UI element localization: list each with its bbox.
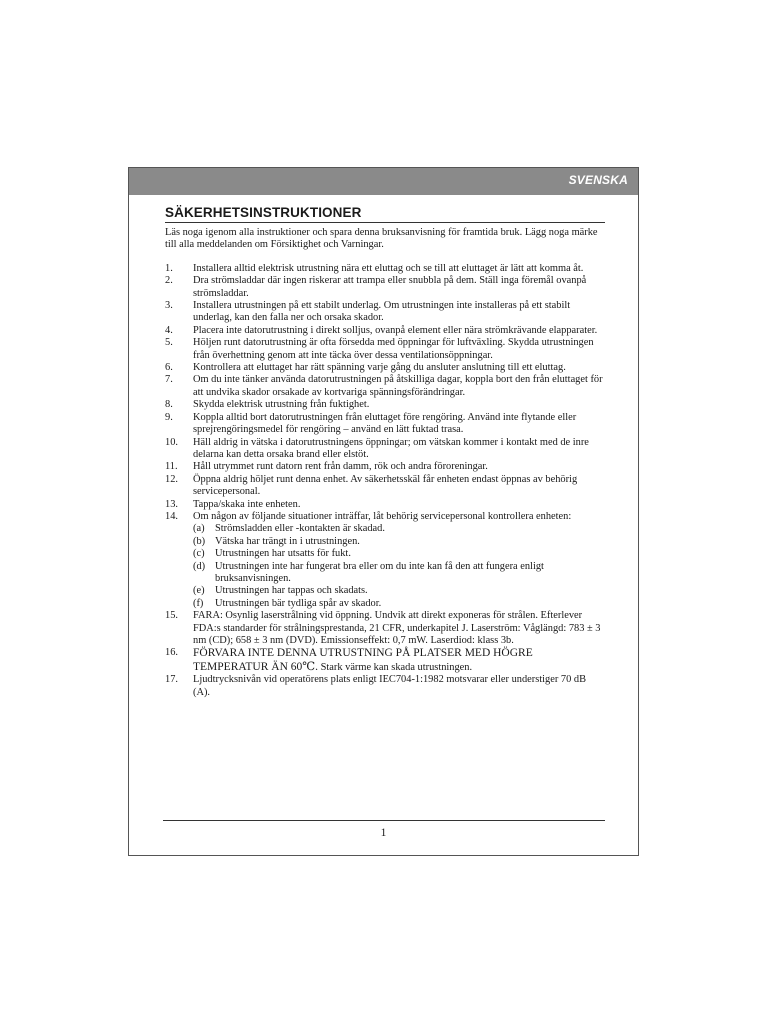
safety-instructions-list bbox=[165, 263, 605, 699]
language-label: SVENSKA bbox=[568, 173, 628, 187]
list-item bbox=[165, 362, 605, 374]
list-item bbox=[165, 511, 605, 610]
item-number: 7. bbox=[165, 374, 173, 386]
item-text: Höljen runt datorutrustning är ofta försedda med öppningar för luftväxling. Skydda utrustningen från överhettning genom att inte täcka över dessa ventilationsöppningar. bbox=[193, 337, 594, 361]
item-number: 15. bbox=[165, 610, 178, 622]
sub-list-item bbox=[193, 536, 605, 548]
item-number: 4. bbox=[165, 324, 173, 336]
sub-item-letter: (e) bbox=[193, 585, 205, 597]
item-number: 13. bbox=[165, 498, 178, 510]
list-item bbox=[165, 474, 605, 499]
item-text: Placera inte datorutrustning i direkt solljus, ovanpå element eller nära strömkrävande elapparater. bbox=[193, 324, 598, 336]
sub-list bbox=[193, 523, 605, 610]
sub-item-letter: (d) bbox=[193, 560, 206, 572]
item-text: Häll aldrig in vätska i datorutrustningens öppningar; om vätskan kommer i kontakt med de inre delarna kan detta orsaka brand eller elstöt. bbox=[193, 436, 589, 460]
sub-item-text: Vätska har trängt in i utrustningen. bbox=[215, 535, 360, 547]
list-item bbox=[165, 499, 605, 511]
sub-item-text: Utrustningen har utsatts för fukt. bbox=[215, 548, 351, 560]
sub-item-text: Utrustningen har tappas och skadats. bbox=[215, 585, 368, 597]
page-title: SÄKERHETSINSTRUKTIONER bbox=[165, 205, 605, 223]
list-item bbox=[165, 263, 605, 275]
item-text: Om du inte tänker använda datorutrustningen på åtskilliga dagar, koppla bort den från eluttaget för att undvika skador orsakade av kortvariga spänningsförändringar. bbox=[193, 374, 603, 398]
sub-list-item bbox=[193, 561, 605, 586]
sub-list-item bbox=[193, 523, 605, 535]
item-number: 8. bbox=[165, 399, 173, 411]
document-page bbox=[128, 167, 639, 856]
item-text bbox=[193, 647, 605, 674]
language-header-bar bbox=[129, 168, 638, 195]
item-number: 17. bbox=[165, 674, 178, 686]
item-text bbox=[193, 511, 605, 610]
item-text: Håll utrymmet runt datorn rent från damm, rök och andra föroreningar. bbox=[193, 461, 488, 473]
item-text: Dra strömsladdar där ingen riskerar att trampa eller snubbla på dem. Ställ inga föremål ovanpå strömsladdar. bbox=[193, 275, 587, 299]
list-item bbox=[165, 300, 605, 325]
list-item bbox=[165, 275, 605, 300]
item-number: 11. bbox=[165, 461, 178, 473]
item-number: 12. bbox=[165, 473, 178, 485]
sub-list-item bbox=[193, 585, 605, 597]
item-text: Koppla alltid bort datorutrustningen från eluttaget före rengöring. Använd inte flytande eller sprejrengöringsmedel för rengöring – använd en lätt fuktad trasa. bbox=[193, 411, 577, 436]
item-text: Installera alltid elektrisk utrustning nära ett eluttag och se till att eluttaget är lätt att komma åt. bbox=[193, 262, 584, 274]
intro-paragraph: Läs noga igenom alla instruktioner och spara denna bruksanvisning för framtida bruk. Lägg noga märke till alla meddelanden om Försiktighet och Varningar. bbox=[165, 227, 598, 251]
sub-item-text: Utrustningen inte har fungerat bra eller om du inte kan få den att fungera enligt bruksanvisningen. bbox=[215, 560, 544, 584]
item-text-caps: FÖRVARA INTE DENNA UTRUSTNING PÅ PLATSER MED HÖGRE TEMPERATUR ÄN 60℃. bbox=[193, 647, 533, 673]
list-item bbox=[165, 437, 605, 462]
item-number: 6. bbox=[165, 362, 173, 374]
page-number: 1 bbox=[380, 827, 387, 839]
list-item bbox=[165, 399, 605, 411]
list-item bbox=[165, 610, 605, 647]
item-text-rest: Stark värme kan skada utrustningen. bbox=[318, 661, 473, 673]
item-number: 1. bbox=[165, 262, 173, 274]
page-content bbox=[165, 205, 605, 699]
item-number: 3. bbox=[165, 300, 173, 312]
item-text: FARA: Osynlig laserstrålning vid öppning. Undvik att direkt exponeras för strålen. Efterlever FDA:s standarder för strålningsprestanda, 21 CFR, underkapitel J. Laserström: Våglängd: 783 ± 3 nm (CD); 658 ± 3 nm (DVD). Emissionseffekt: 0,7 mW. Laserdiod: klass 3b. bbox=[193, 610, 601, 646]
sub-item-letter: (a) bbox=[193, 523, 205, 535]
item-number: 9. bbox=[165, 411, 173, 423]
sub-item-letter: (c) bbox=[193, 548, 205, 560]
list-item bbox=[165, 337, 605, 362]
item-text: Öppna aldrig höljet runt denna enhet. Av säkerhetsskäl får enheten endast öppnas av behörig servicepersonal. bbox=[193, 473, 578, 498]
item-number: 10. bbox=[165, 436, 178, 448]
item-text: Installera utrustningen på ett stabilt underlag. Om utrustningen inte installeras på ett stabilt underlag, kan den falla ner och orsaka skador. bbox=[193, 300, 571, 324]
sub-list-item bbox=[193, 598, 605, 610]
item-text: Ljudtrycksnivån vid operatörens plats enligt IEC704-1:1982 motsvarar eller understiger 70 dB (A). bbox=[193, 674, 587, 698]
item-number: 5. bbox=[165, 337, 173, 349]
item-number: 2. bbox=[165, 275, 173, 287]
list-item bbox=[165, 374, 605, 399]
list-item bbox=[165, 325, 605, 337]
list-item bbox=[165, 412, 605, 437]
sub-item-letter: (f) bbox=[193, 597, 204, 609]
item-number: 16. bbox=[165, 647, 178, 659]
sub-item-text: Utrustningen bär tydliga spår av skador. bbox=[215, 597, 382, 609]
item-text: Kontrollera att eluttaget har rätt spänning varje gång du ansluter anslutning till ett eluttag. bbox=[193, 362, 566, 374]
sub-item-text: Strömsladden eller -kontakten är skadad. bbox=[215, 523, 385, 535]
item-text-main: Om någon av följande situationer inträffar, låt behörig servicepersonal kontrollera enheten: bbox=[193, 510, 572, 522]
sub-item-letter: (b) bbox=[193, 535, 206, 547]
item-number: 14. bbox=[165, 510, 178, 522]
list-item bbox=[165, 461, 605, 473]
item-text: Skydda elektrisk utrustning från fuktighet. bbox=[193, 399, 370, 411]
item-text: Tappa/skaka inte enheten. bbox=[193, 498, 301, 510]
list-item bbox=[165, 674, 605, 699]
list-item bbox=[165, 647, 605, 674]
footer-divider bbox=[163, 820, 605, 821]
sub-list-item bbox=[193, 548, 605, 560]
